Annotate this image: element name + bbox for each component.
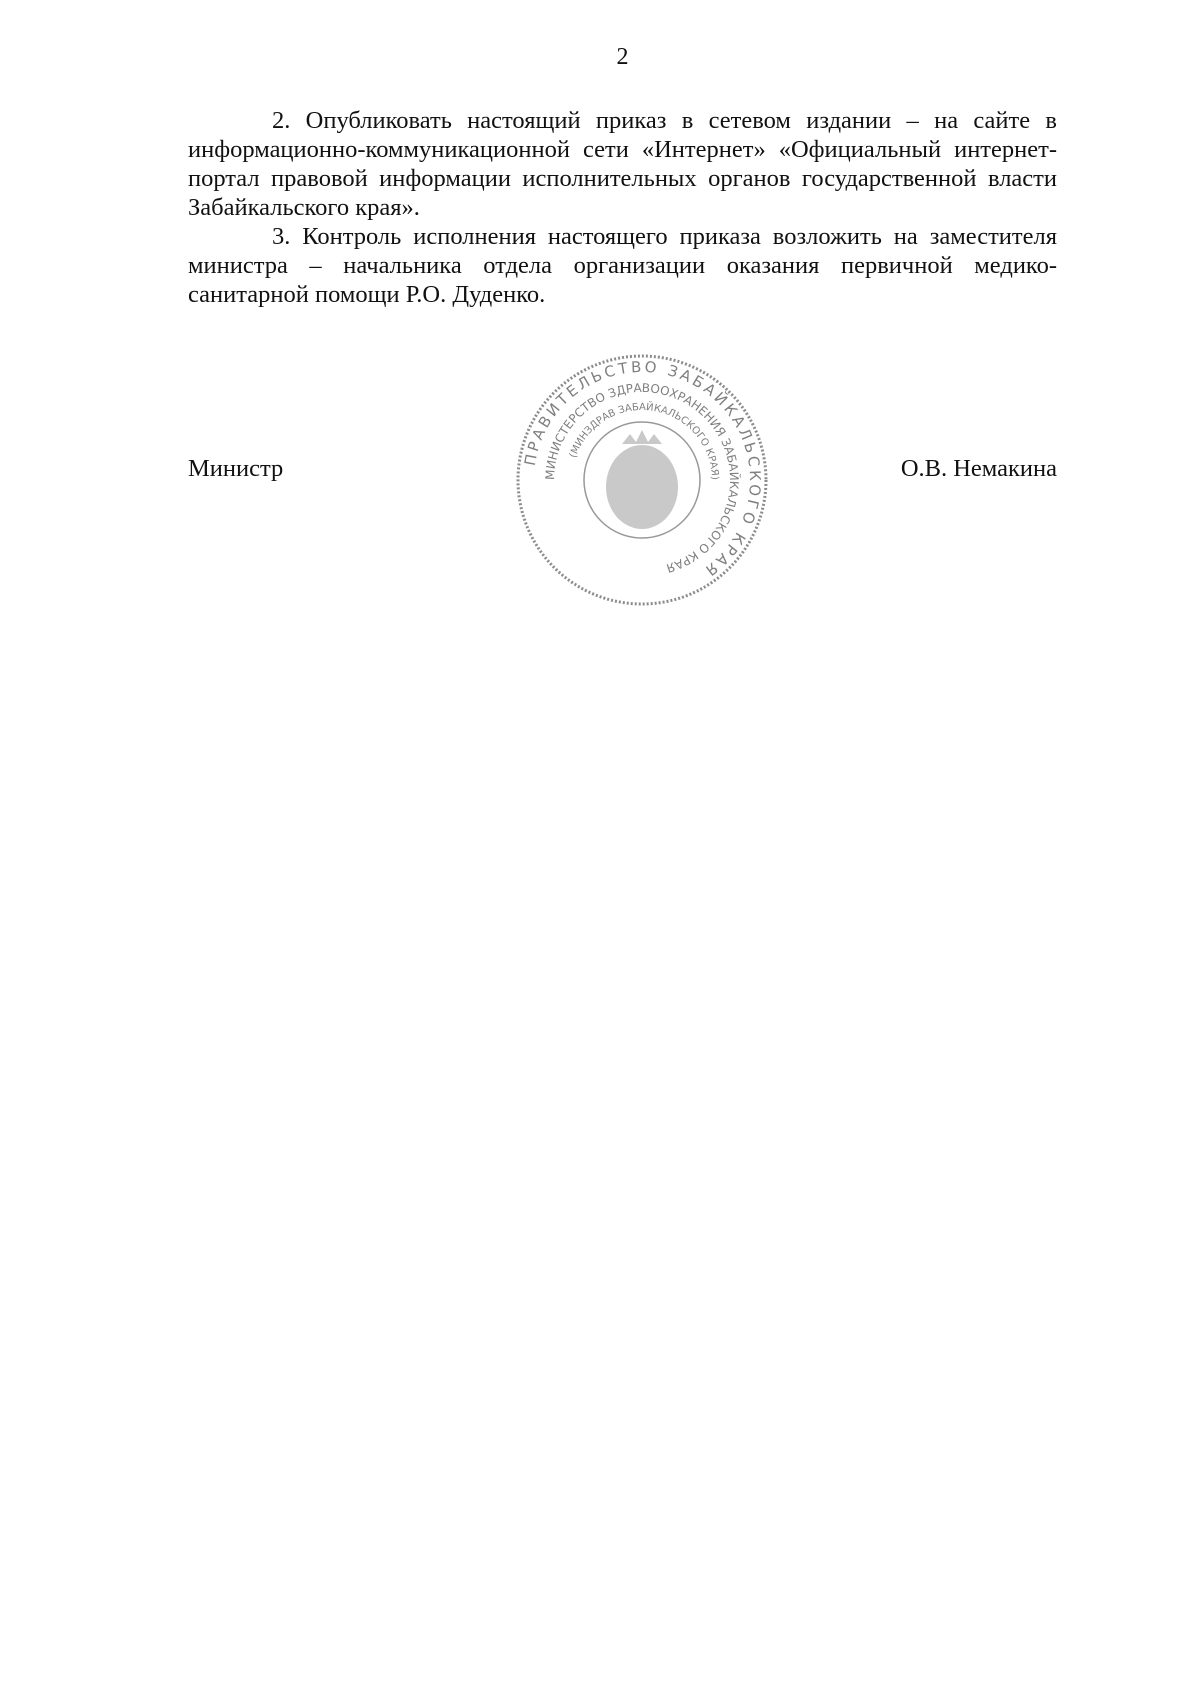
page-number: 2	[616, 44, 629, 70]
official-seal	[512, 352, 772, 608]
seal-outer-text: ПРАВИТЕЛЬСТВО ЗАБАЙКАЛЬСКОГО КРАЯ	[520, 357, 765, 582]
seal-inner-text: (МИНЗДРАВ ЗАБАЙКАЛЬСКОГО КРАЯ)	[567, 401, 721, 481]
paragraph-control: 3. Контроль исполнения настоящего приказа возложить на заместителя министра – начальника отдела организации оказания первичной медико-санитарной помощи Р.О. Дуденко.	[188, 223, 1057, 308]
seal-middle-text: МИНИСТЕРСТВО ЗДРАВООХРАНЕНИЯ ЗАБАЙКАЛЬСКОГО КРАЯ	[542, 380, 742, 576]
signature-name: О.В. Немакина	[900, 455, 1057, 482]
paragraph-publish: 2. Опубликовать настоящий приказ в сетевом издании – на сайте в информационно-коммуникационной сети «Интернет» «Официальный интернет-портал правовой информации исполнительных органов государственной власти Забайкальского края».	[188, 107, 1057, 221]
signature-position: Министр	[188, 455, 284, 482]
coat-of-arms-icon	[606, 430, 678, 529]
document-body	[188, 106, 1057, 309]
